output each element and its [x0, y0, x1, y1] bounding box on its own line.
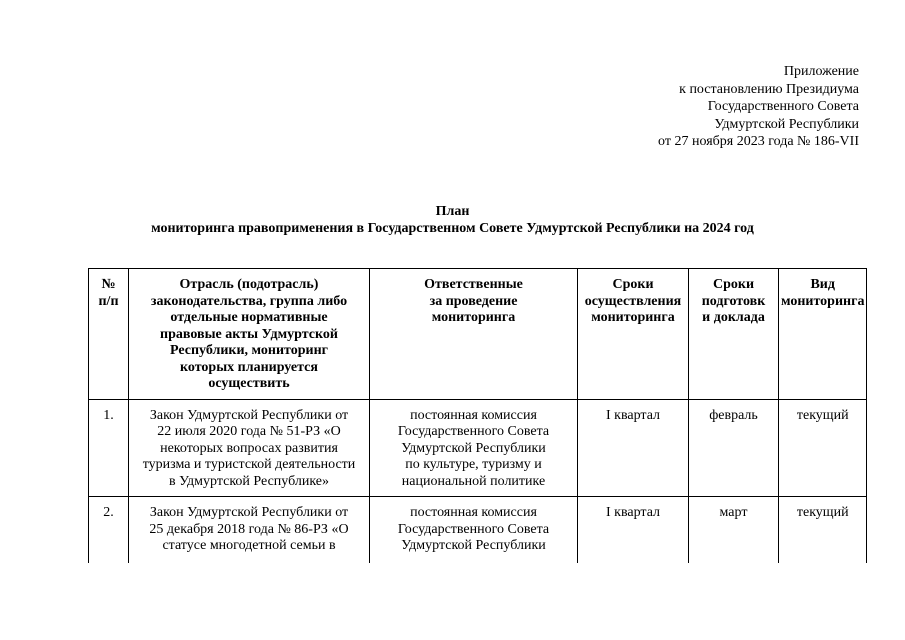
cell-type: текущий — [779, 497, 867, 564]
appendix-line: к постановлению Президиума — [679, 81, 859, 97]
plan-title-line1: План — [435, 204, 470, 219]
header-number: № п/п — [89, 269, 129, 400]
appendix-line: Государственного Совета — [707, 99, 859, 114]
cell-report: март — [689, 497, 779, 564]
appendix-block — [658, 63, 859, 151]
cell-responsible: постоянная комиссия Государственного Совета Удмуртской Республики по культуре, туризму и национальной политике — [370, 399, 578, 497]
plan-title-line2: мониторинга правоприменения в Государственном Совете Удмуртской Республики на 2024 год — [151, 221, 754, 236]
header-act: Отрасль (подотрасль) законодательства, группа либо отдельные нормативные правовые акты Удмуртской Республики, мониторинг которых планируется осуществить — [129, 269, 370, 400]
cell-responsible: постоянная комиссия Государственного Совета Удмуртской Республики — [370, 497, 578, 564]
cell-number: 2. — [89, 497, 129, 564]
table-header-row — [89, 269, 867, 400]
header-report: Сроки подготовк и доклада — [689, 269, 779, 400]
cell-type: текущий — [779, 399, 867, 497]
table-row — [89, 399, 867, 497]
appendix-line: Приложение — [783, 64, 859, 79]
cell-number: 1. — [89, 399, 129, 497]
cell-act: Закон Удмуртской Республики от 25 декабря 2018 года № 86-РЗ «О статусе многодетной семьи в — [129, 497, 370, 564]
header-responsible: Ответственные за проведение мониторинга — [370, 269, 578, 400]
cell-report: февраль — [689, 399, 779, 497]
header-type: Вид мониторинга — [779, 269, 867, 400]
appendix-line: Удмуртской Республики — [714, 116, 859, 132]
appendix-line: от 27 ноября 2023 года № 186-VII — [658, 134, 859, 149]
header-period: Сроки осуществления мониторинга — [578, 269, 689, 400]
cell-period: I квартал — [578, 399, 689, 497]
plan-title — [0, 203, 905, 237]
monitoring-plan-table — [88, 268, 867, 563]
cell-act: Закон Удмуртской Республики от 22 июля 2020 года № 51-РЗ «О некоторых вопросах развития туризма и туристской деятельности в Удмуртской Республике» — [129, 399, 370, 497]
cell-period: I квартал — [578, 497, 689, 564]
table-row — [89, 497, 867, 564]
